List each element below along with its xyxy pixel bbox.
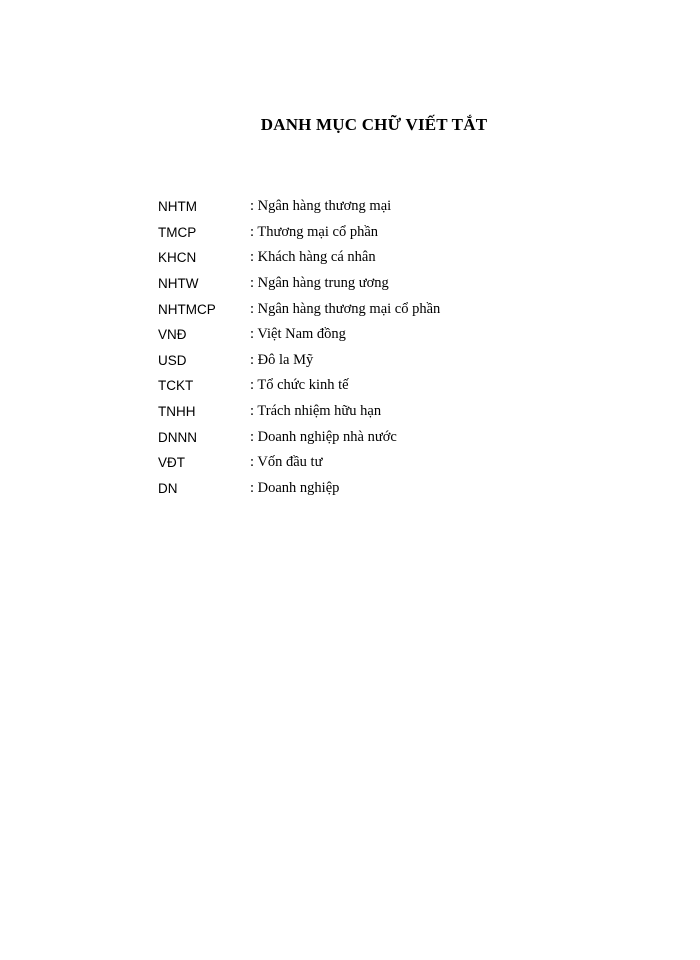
abbreviation-row bbox=[158, 296, 558, 322]
abbreviation-row bbox=[158, 476, 558, 502]
abbreviation-list bbox=[158, 194, 558, 501]
abbreviation-definition: : Thương mại cổ phần bbox=[250, 223, 379, 240]
abbreviation-definition: : Ngân hàng trung ương bbox=[250, 275, 389, 292]
abbreviation-term: NHTMCP bbox=[158, 301, 216, 317]
abbreviation-definition: : Trách nhiệm hữu hạn bbox=[250, 403, 382, 420]
abbreviation-definition: : Đô la Mỹ bbox=[250, 351, 314, 368]
abbreviation-term: DN bbox=[158, 480, 178, 496]
abbreviation-term: VĐT bbox=[158, 455, 185, 471]
abbreviation-row bbox=[158, 424, 558, 450]
abbreviation-row bbox=[158, 373, 558, 399]
abbreviation-definition: : Khách hàng cá nhân bbox=[250, 249, 376, 266]
abbreviation-term: TMCP bbox=[158, 224, 197, 240]
abbreviation-term: VNĐ bbox=[158, 327, 187, 343]
abbreviation-definition: : Ngân hàng thương mại cổ phần bbox=[250, 300, 441, 317]
abbreviation-row bbox=[158, 322, 558, 348]
abbreviation-row bbox=[158, 220, 558, 246]
abbreviation-row bbox=[158, 348, 558, 374]
abbreviation-term: DNNN bbox=[158, 429, 197, 445]
abbreviation-term: USD bbox=[158, 352, 187, 368]
abbreviation-row bbox=[158, 399, 558, 425]
page-title: DANH MỤC CHỮ VIẾT TẮT bbox=[260, 115, 488, 134]
abbreviation-definition: : Việt Nam đồng bbox=[250, 326, 346, 343]
abbreviation-definition: : Tổ chức kinh tế bbox=[250, 377, 349, 394]
abbreviation-definition: : Vốn đầu tư bbox=[250, 454, 323, 471]
abbreviation-term: NHTM bbox=[158, 199, 197, 215]
abbreviation-term: NHTW bbox=[158, 276, 199, 292]
abbreviation-definition: : Ngân hàng thương mại bbox=[250, 198, 392, 215]
abbreviation-term: TNHH bbox=[158, 404, 196, 420]
abbreviation-row bbox=[158, 245, 558, 271]
abbreviation-term: TCKT bbox=[158, 378, 194, 394]
abbreviation-row bbox=[158, 194, 558, 220]
abbreviation-row bbox=[158, 271, 558, 297]
abbreviation-term: KHCN bbox=[158, 250, 197, 266]
abbreviation-definition: : Doanh nghiệp nhà nước bbox=[250, 428, 397, 445]
abbreviation-row bbox=[158, 450, 558, 476]
abbreviation-definition: : Doanh nghiệp bbox=[250, 479, 340, 496]
